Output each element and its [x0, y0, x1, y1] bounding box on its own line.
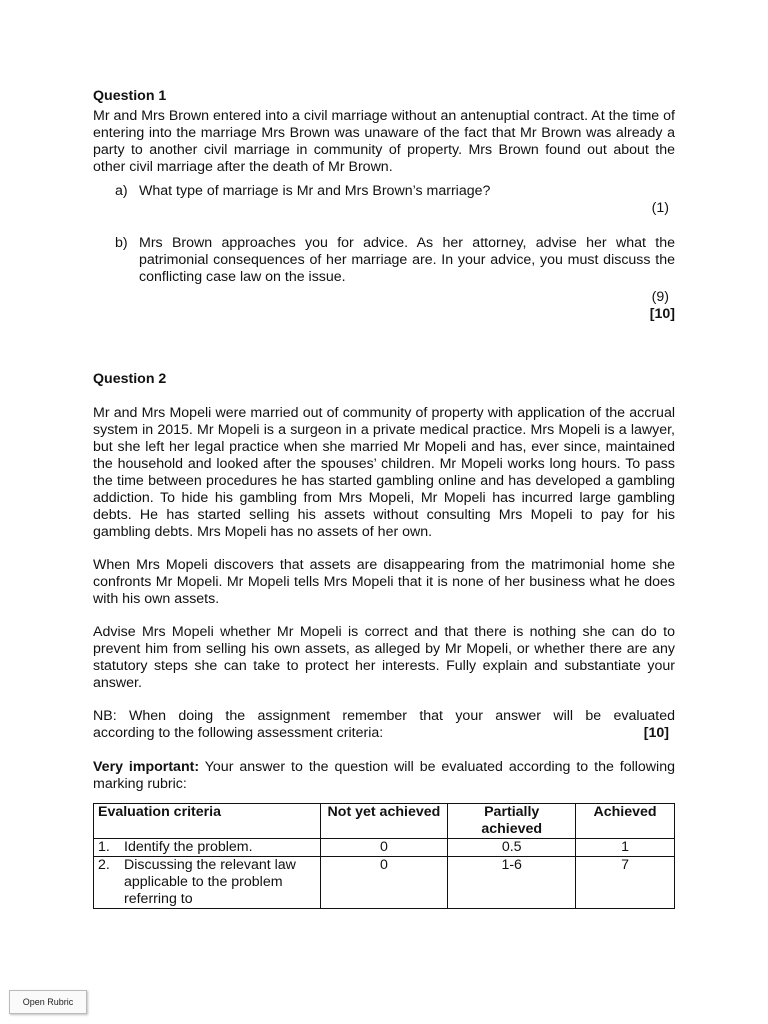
rubric-criteria-text: Discussing the relevant law applicable to the problem referring to [124, 857, 296, 907]
question-1a-label: a) [115, 183, 128, 199]
rubric-not-yet-cell: 0 [320, 839, 448, 857]
open-rubric-button[interactable]: Open Rubric [9, 990, 87, 1014]
nb-line-1: NB: When doing the assignment remember that your answer will be evaluated [93, 708, 675, 724]
nb-line-2: according to the following assessment criteria: [93, 725, 384, 741]
very-important-note [93, 759, 675, 793]
question-1-total: [10] [649, 306, 675, 322]
document-page [93, 86, 675, 909]
very-important-label: Very important: [93, 759, 200, 775]
very-important-text: Your answer to the question will be evaluated according to the following marking rubric: [93, 759, 675, 792]
nb-line-2-row [93, 725, 675, 742]
rubric-partial-cell: 0.5 [448, 839, 576, 857]
nb-total: [10] [643, 725, 669, 741]
question-1a-marks: (1) [651, 200, 669, 216]
question-2-paragraph-3: Advise Mrs Mopeli whether Mr Mopeli is correct and that there is nothing she can do to prevent him from selling his own assets, as alleged by Mr Mopeli, or whether there are any statutory steps she can take to protect her interests. Fully explain and substantiate your answer. [93, 624, 675, 691]
rubric-criteria-cell [94, 839, 321, 857]
table-row [94, 857, 675, 909]
rubric-header-achieved: Achieved [576, 804, 675, 839]
question-1-intro: Mr and Mrs Brown entered into a civil marriage without an antenuptial contract. At the time of entering into the marriage Mrs Brown was unaware of the fact that Mr Brown was already a party to another civil marriage in community of property. Mrs Brown found out about the other civil marriage after the death of Mr Brown. [93, 108, 675, 175]
rubric-partial-cell: 1-6 [448, 857, 576, 909]
rubric-row-number: 1. [98, 839, 110, 855]
question-1a-text: What type of marriage is Mr and Mrs Brown’s marriage? [139, 183, 491, 199]
rubric-criteria-cell [94, 857, 321, 909]
question-1-heading: Question 1 [93, 88, 167, 104]
table-row [94, 839, 675, 857]
rubric-header-not-yet: Not yet achieved [320, 804, 448, 839]
rubric-header-row [94, 804, 675, 839]
question-1a [93, 183, 675, 200]
question-1b-marks: (9) [651, 289, 669, 305]
marking-rubric-table [93, 803, 675, 909]
rubric-header-criteria: Evaluation criteria [94, 804, 321, 839]
rubric-achieved-cell: 7 [576, 857, 675, 909]
rubric-achieved-cell: 1 [576, 839, 675, 857]
question-2-heading: Question 2 [93, 371, 167, 387]
question-2-paragraph-1: Mr and Mrs Mopeli were married out of community of property with application of the accrual system in 2015. Mr Mopeli is a surgeon in a private medical practice. Mrs Mopeli is a lawyer, but she left her legal practice when she married Mr Mopeli and has, ever since, maintained the household and looked after the spouses’ children. Mr Mopeli works long hours. To pass the time between procedures he has started gambling online and has developed a gambling addiction. To hide his gambling from Mrs Mopeli, Mr Mopeli has incurred large gambling debts. He has started selling his assets without consulting Mrs Mopeli to pay for his gambling debts. Mrs Mopeli has no assets of her own. [93, 405, 675, 540]
nb-note [93, 708, 675, 742]
rubric-not-yet-cell: 0 [320, 857, 448, 909]
rubric-header-partial: Partially achieved [448, 804, 576, 839]
question-1b [93, 235, 675, 286]
question-1b-label: b) [115, 235, 128, 251]
question-2-paragraph-2: When Mrs Mopeli discovers that assets are disappearing from the matrimonial home she confronts Mr Mopeli. Mr Mopeli tells Mrs Mopeli that it is none of her business what he does with his own assets. [93, 557, 675, 607]
question-1b-text: Mrs Brown approaches you for advice. As her attorney, advise her what the patrimonial consequences of her marriage are. In your advice, you must discuss the conflicting case law on the issue. [139, 235, 675, 285]
rubric-row-number: 2. [98, 857, 110, 873]
rubric-criteria-text: Identify the problem. [124, 839, 253, 855]
